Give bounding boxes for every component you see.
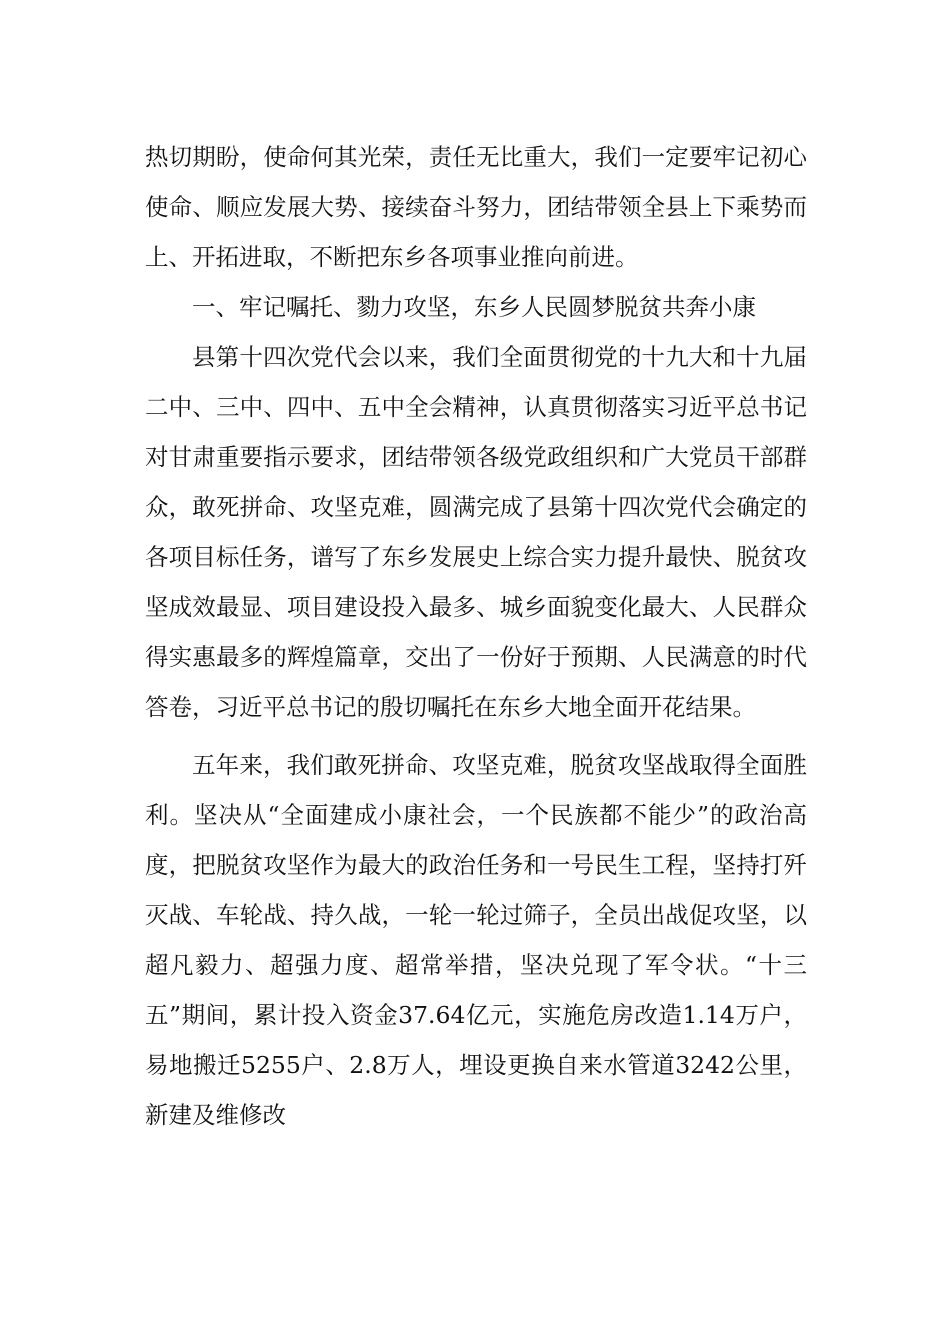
section-heading: 一、牢记嘱托、勠力攻坚，东乡人民圆梦脱贫共奔小康 [192, 293, 756, 321]
paragraph-five-years: 五年来，我们敢死拼命、攻坚克难，脱贫攻坚战取得全面胜利。坚决从“全面建成小康社会，一个民族都不能少”的政治高度，把脱贫攻坚作为最大的政治任务和一号民生工程，坚持打歼灭战、车轮战、持久战，一轮一轮过筛子，全员出战促攻坚，以超凡毅力、超强力度、超常举措，坚决兑现了军令状。“十三五”期间，累计投入资金37.64亿元，实施危房改造1.14万户，易地搬迁5255户、2.8万人，埋设更换自来水管道3242公里，新建及维修改 [145, 751, 807, 1129]
paragraph-congress: 县第十四次党代会以来，我们全面贯彻党的十九大和十九届二中、三中、四中、五中全会精神，认真贯彻落实习近平总书记对甘肃重要指示要求，团结带领各级党政组织和广大党员干部群众，敢死拼命、攻坚克难，圆满完成了县第十四次党代会确定的各项目标任务，谱写了东乡发展史上综合实力提升最快、脱贫攻坚成效最显、项目建设投入最多、城乡面貌变化最大、人民群众得实惠最多的辉煌篇章，交出了一份好于预期、人民满意的时代答卷，习近平总书记的殷切嘱托在东乡大地全面开花结果。 [145, 343, 807, 721]
paragraph-intro: 热切期盼，使命何其光荣，责任无比重大，我们一定要牢记初心使命、顺应发展大势、接续奋斗努力，团结带领全县上下乘势而上、开拓进取，不断把东乡各项事业推向前进。 [145, 143, 807, 271]
document-page [145, 132, 807, 1140]
